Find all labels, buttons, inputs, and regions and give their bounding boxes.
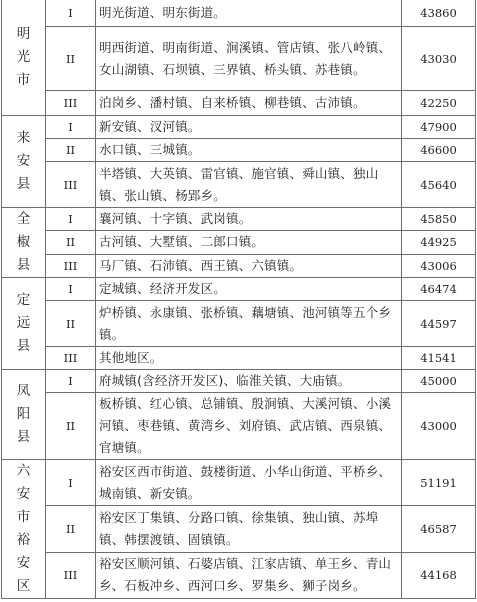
price-cell: 45850 [402, 208, 476, 231]
land-price-table [1, 0, 476, 599]
class-cell: II [46, 393, 96, 460]
class-cell: III [46, 162, 96, 208]
table-row [2, 139, 476, 162]
price-cell: 45640 [402, 162, 476, 208]
class-cell: III [46, 347, 96, 370]
towns-cell: 定城镇、经济开发区。 [96, 278, 402, 301]
region-name: 全椒县 [16, 211, 31, 273]
price-cell: 41541 [402, 347, 476, 370]
class-cell: II [46, 139, 96, 162]
towns-cell: 府城镇(含经济开发区)、临淮关镇、大庙镇。 [96, 370, 402, 393]
table-row [2, 301, 476, 347]
table-row [2, 116, 476, 139]
price-cell: 43000 [402, 393, 476, 460]
table-row [2, 370, 476, 393]
class-cell: I [46, 116, 96, 139]
region-name: 明光市 [16, 26, 31, 88]
class-cell: I [46, 460, 96, 506]
class-cell: II [46, 27, 96, 91]
table-row [2, 393, 476, 460]
class-cell: III [46, 254, 96, 277]
towns-cell: 炉桥镇、永康镇、张桥镇、藕塘镇、池河镇等五个乡镇。 [96, 301, 402, 347]
table-row [2, 460, 476, 506]
price-cell: 45000 [402, 370, 476, 393]
price-cell: 46600 [402, 139, 476, 162]
towns-cell: 明西街道、明南街道、涧溪镇、管店镇、张八岭镇、女山湖镇、石坝镇、三界镇、桥头镇、苏巷镇。 [96, 27, 402, 91]
class-cell: I [46, 370, 96, 393]
region-cell [2, 116, 46, 208]
towns-cell: 其他地区。 [96, 347, 402, 370]
price-cell: 42250 [402, 91, 476, 116]
towns-cell: 水口镇、三城镇。 [96, 139, 402, 162]
class-cell: III [46, 91, 96, 116]
price-cell: 43030 [402, 27, 476, 91]
price-cell: 43006 [402, 254, 476, 277]
class-cell: I [46, 0, 96, 27]
table-row [2, 231, 476, 254]
table-row [2, 254, 476, 277]
towns-cell: 泊岗乡、潘村镇、自来桥镇、柳巷镇、古沛镇。 [96, 91, 402, 116]
class-cell: I [46, 278, 96, 301]
price-cell: 46587 [402, 506, 476, 552]
price-cell: 44168 [402, 552, 476, 598]
region-name: 定远县 [16, 292, 31, 354]
price-cell: 44597 [402, 301, 476, 347]
region-cell [2, 208, 46, 278]
price-cell: 47900 [402, 116, 476, 139]
price-cell: 46474 [402, 278, 476, 301]
towns-cell: 明光街道、明东街道。 [96, 0, 402, 27]
towns-cell: 裕安区西市街道、鼓楼街道、小华山街道、平桥乡、城南镇、新安镇。 [96, 460, 402, 506]
region-cell [2, 278, 46, 370]
table-row [2, 162, 476, 208]
price-cell: 43860 [402, 0, 476, 27]
table-row [2, 208, 476, 231]
price-cell: 51191 [402, 460, 476, 506]
towns-cell: 新安镇、汊河镇。 [96, 116, 402, 139]
towns-cell: 半塔镇、大英镇、雷官镇、施官镇、舜山镇、独山镇、张山镇、杨郢乡。 [96, 162, 402, 208]
towns-cell: 襄河镇、十字镇、武岗镇。 [96, 208, 402, 231]
class-cell: II [46, 506, 96, 552]
class-cell: I [46, 208, 96, 231]
region-name: 来安县 [16, 130, 31, 192]
towns-cell: 裕安区顺河镇、石婆店镇、江家店镇、单王乡、青山乡、石板冲乡、西河口乡、罗集乡、狮子岗乡。 [96, 552, 402, 598]
table-row [2, 0, 476, 27]
region-name: 凤阳县 [16, 383, 31, 445]
table-row [2, 27, 476, 91]
region-cell [2, 370, 46, 460]
class-cell: III [46, 552, 96, 598]
table-row [2, 506, 476, 552]
table-row [2, 552, 476, 598]
towns-cell: 板桥镇、红心镇、总铺镇、殷涧镇、大溪河镇、小溪河镇、枣巷镇、黄湾乡、刘府镇、武店镇、西泉镇、官塘镇。 [96, 393, 402, 460]
region-cell [2, 460, 46, 599]
class-cell: II [46, 231, 96, 254]
towns-cell: 古河镇、大墅镇、二郎口镇。 [96, 231, 402, 254]
region-cell [2, 0, 46, 116]
table-row [2, 278, 476, 301]
price-cell: 44925 [402, 231, 476, 254]
towns-cell: 马厂镇、石沛镇、西王镇、六镇镇。 [96, 254, 402, 277]
region-name: 六安市裕安区 [16, 463, 31, 594]
table-row [2, 91, 476, 116]
towns-cell: 裕安区丁集镇、分路口镇、徐集镇、独山镇、苏埠镇、韩摆渡镇、固镇镇。 [96, 506, 402, 552]
class-cell: II [46, 301, 96, 347]
table-row [2, 347, 476, 370]
